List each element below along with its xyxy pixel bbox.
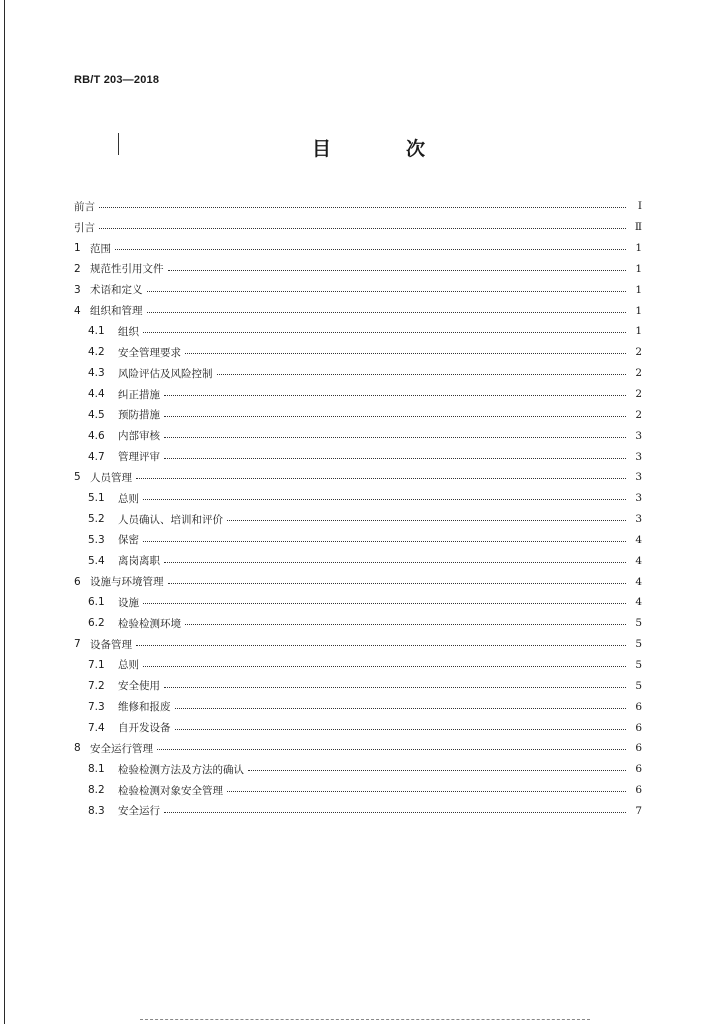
toc-entry-number: 7.3 [88,700,105,713]
toc-entry[interactable] [74,425,642,446]
toc-entry-label: 人员确认、培训和评价 [118,513,223,526]
toc-entry-page: 4 [635,575,642,588]
toc-entry-label: 风险评估及风险控制 [118,367,213,380]
toc-dot-leader [99,207,626,208]
toc-entry[interactable] [74,634,642,655]
toc-entry-label: 检验检测环境 [118,617,181,630]
toc-entry-label: 离岗离职 [118,555,160,568]
toc-dot-leader [136,478,626,479]
toc-entry-page: 6 [635,742,642,755]
toc-dot-leader [164,416,626,417]
toc-entry-number: 7.2 [88,679,105,692]
bottom-scan-line [140,1019,590,1020]
toc-entry[interactable] [74,342,642,363]
toc-dot-leader [168,270,627,271]
toc-entry-page: 1 [635,325,642,338]
toc-entry-number: 6.2 [88,617,105,630]
toc-dot-leader [143,541,626,542]
toc-entry-page: 5 [635,617,642,630]
toc-dot-leader [248,770,626,771]
toc-dot-leader [217,374,627,375]
toc-entry-page: 5 [635,658,642,671]
toc-entry-number: 4.6 [88,429,105,442]
toc-entry-page: 1 [635,262,642,275]
toc-entry-page: 6 [635,721,642,734]
toc-entry-label: 组织 [118,325,139,338]
toc-entry-label: 范围 [90,242,111,255]
toc-entry-page: 4 [635,554,642,567]
toc-dot-leader [185,353,626,354]
toc-entry-page: 6 [635,763,642,776]
toc-entry-page: 5 [635,679,642,692]
toc-entry[interactable] [74,363,642,384]
toc-dot-leader [164,395,626,396]
toc-entry[interactable] [74,675,642,696]
toc-entry-page: 6 [635,784,642,797]
toc-entry-number: 7.4 [88,721,105,734]
toc-entry-label: 引言 [74,221,95,234]
toc-entry-page: 2 [635,346,642,359]
toc-entry-page: 2 [635,388,642,401]
toc-entry[interactable] [74,592,642,613]
toc-dot-leader [164,437,626,438]
toc-entry-page: 1 [635,242,642,255]
toc-entry-number: 4.2 [88,346,105,359]
toc-entry-label: 纠正措施 [118,388,160,401]
toc-dot-leader [143,603,626,604]
toc-entry-page: 5 [635,638,642,651]
toc-entry-number: 4.3 [88,367,105,380]
toc-entry-label: 内部审核 [118,430,160,443]
toc-entry[interactable] [74,384,642,405]
toc-dot-leader [143,499,626,500]
toc-dot-leader [147,291,627,292]
toc-entry-number: 4.5 [88,408,105,421]
toc-dot-leader [99,228,626,229]
toc-entry-number: 6 [74,575,81,588]
table-of-contents [74,196,642,821]
toc-dot-leader [227,791,626,792]
toc-entry[interactable] [74,404,642,425]
toc-entry-number: 2 [74,262,81,275]
toc-entry-page: 7 [635,804,642,817]
toc-dot-leader [185,624,626,625]
toc-entry-page: 2 [635,367,642,380]
toc-dot-leader [143,332,626,333]
toc-entry-number: 4 [74,304,81,317]
toc-entry-page: 1 [635,304,642,317]
toc-dot-leader [164,812,626,813]
toc-dot-leader [164,562,626,563]
toc-entry[interactable] [74,279,642,300]
toc-entry-label: 前言 [74,200,95,213]
toc-entry-page: 4 [635,596,642,609]
toc-entry[interactable] [74,717,642,738]
toc-entry-number: 4.4 [88,388,105,401]
toc-entry-label: 组织和管理 [90,305,143,318]
toc-dot-leader [147,312,627,313]
toc-entry[interactable] [74,759,642,780]
toc-dot-leader [164,687,626,688]
toc-entry[interactable] [74,550,642,571]
toc-entry-number: 3 [74,283,81,296]
toc-entry[interactable] [74,613,642,634]
toc-entry-number: 5.3 [88,533,105,546]
toc-entry-label: 维修和报废 [118,701,171,714]
toc-entry-label: 自开发设备 [118,722,171,735]
toc-dot-leader [175,708,627,709]
toc-entry[interactable] [74,196,642,217]
toc-entry-label: 预防措施 [118,409,160,422]
toc-entry[interactable] [74,259,642,280]
toc-entry-label: 检验检测方法及方法的确认 [118,763,244,776]
toc-entry-label: 管理评审 [118,451,160,464]
toc-entry-number: 5 [74,471,81,484]
toc-entry-label: 安全运行管理 [90,742,153,755]
toc-entry-page: Ⅰ [637,200,642,213]
document-code: RB/T 203—2018 [74,74,160,86]
toc-dot-leader [164,458,626,459]
scan-mark [118,133,119,155]
toc-entry-label: 规范性引用文件 [90,263,164,276]
toc-entry[interactable] [74,571,642,592]
toc-entry[interactable] [74,655,642,676]
toc-entry[interactable] [74,300,642,321]
toc-entry[interactable] [74,738,642,759]
toc-entry-page: 6 [635,700,642,713]
toc-entry-label: 总则 [118,492,139,505]
toc-entry[interactable] [74,696,642,717]
toc-entry-number: 1 [74,242,81,255]
toc-entry-number: 8 [74,742,81,755]
toc-entry-number: 7 [74,638,81,651]
toc-entry-number: 6.1 [88,596,105,609]
toc-dot-leader [157,749,626,750]
toc-entry-page: Ⅱ [634,221,642,234]
toc-entry-label: 总则 [118,659,139,672]
toc-entry-number: 5.4 [88,554,105,567]
toc-entry-label: 安全使用 [118,680,160,693]
toc-entry-label: 术语和定义 [90,284,143,297]
toc-entry[interactable] [74,509,642,530]
toc-entry-page: 1 [635,283,642,296]
toc-entry-number: 5.2 [88,513,105,526]
toc-dot-leader [143,666,626,667]
toc-entry-page: 2 [635,408,642,421]
toc-dot-leader [175,729,627,730]
toc-title: 目 次 [312,138,454,160]
toc-entry-number: 7.1 [88,658,105,671]
page-left-edge [4,0,5,1024]
toc-entry-number: 8.1 [88,763,105,776]
toc-entry-page: 3 [635,429,642,442]
toc-entry[interactable] [74,800,642,821]
toc-entry-label: 检验检测对象安全管理 [118,784,223,797]
toc-entry[interactable] [74,446,642,467]
toc-entry[interactable] [74,238,642,259]
toc-dot-leader [136,645,626,646]
toc-dot-leader [115,249,626,250]
toc-entry-number: 4.1 [88,325,105,338]
toc-entry-page: 3 [635,450,642,463]
toc-entry-label: 设施与环境管理 [90,576,164,589]
toc-dot-leader [227,520,626,521]
toc-entry[interactable] [74,467,642,488]
toc-entry-number: 8.3 [88,804,105,817]
toc-entry[interactable] [74,321,642,342]
toc-entry-label: 设施 [118,596,139,609]
toc-entry-label: 人员管理 [90,471,132,484]
toc-entry[interactable] [74,217,642,238]
toc-entry-page: 3 [635,492,642,505]
toc-entry[interactable] [74,530,642,551]
toc-entry-label: 设备管理 [90,638,132,651]
toc-dot-leader [168,583,627,584]
toc-entry-label: 安全运行 [118,805,160,818]
toc-entry-label: 安全管理要求 [118,346,181,359]
toc-entry-number: 8.2 [88,784,105,797]
toc-entry[interactable] [74,488,642,509]
toc-entry-label: 保密 [118,534,139,547]
toc-entry-number: 4.7 [88,450,105,463]
toc-entry-page: 3 [635,471,642,484]
toc-entry-page: 4 [635,533,642,546]
toc-entry[interactable] [74,780,642,801]
toc-entry-page: 3 [635,513,642,526]
toc-entry-number: 5.1 [88,492,105,505]
